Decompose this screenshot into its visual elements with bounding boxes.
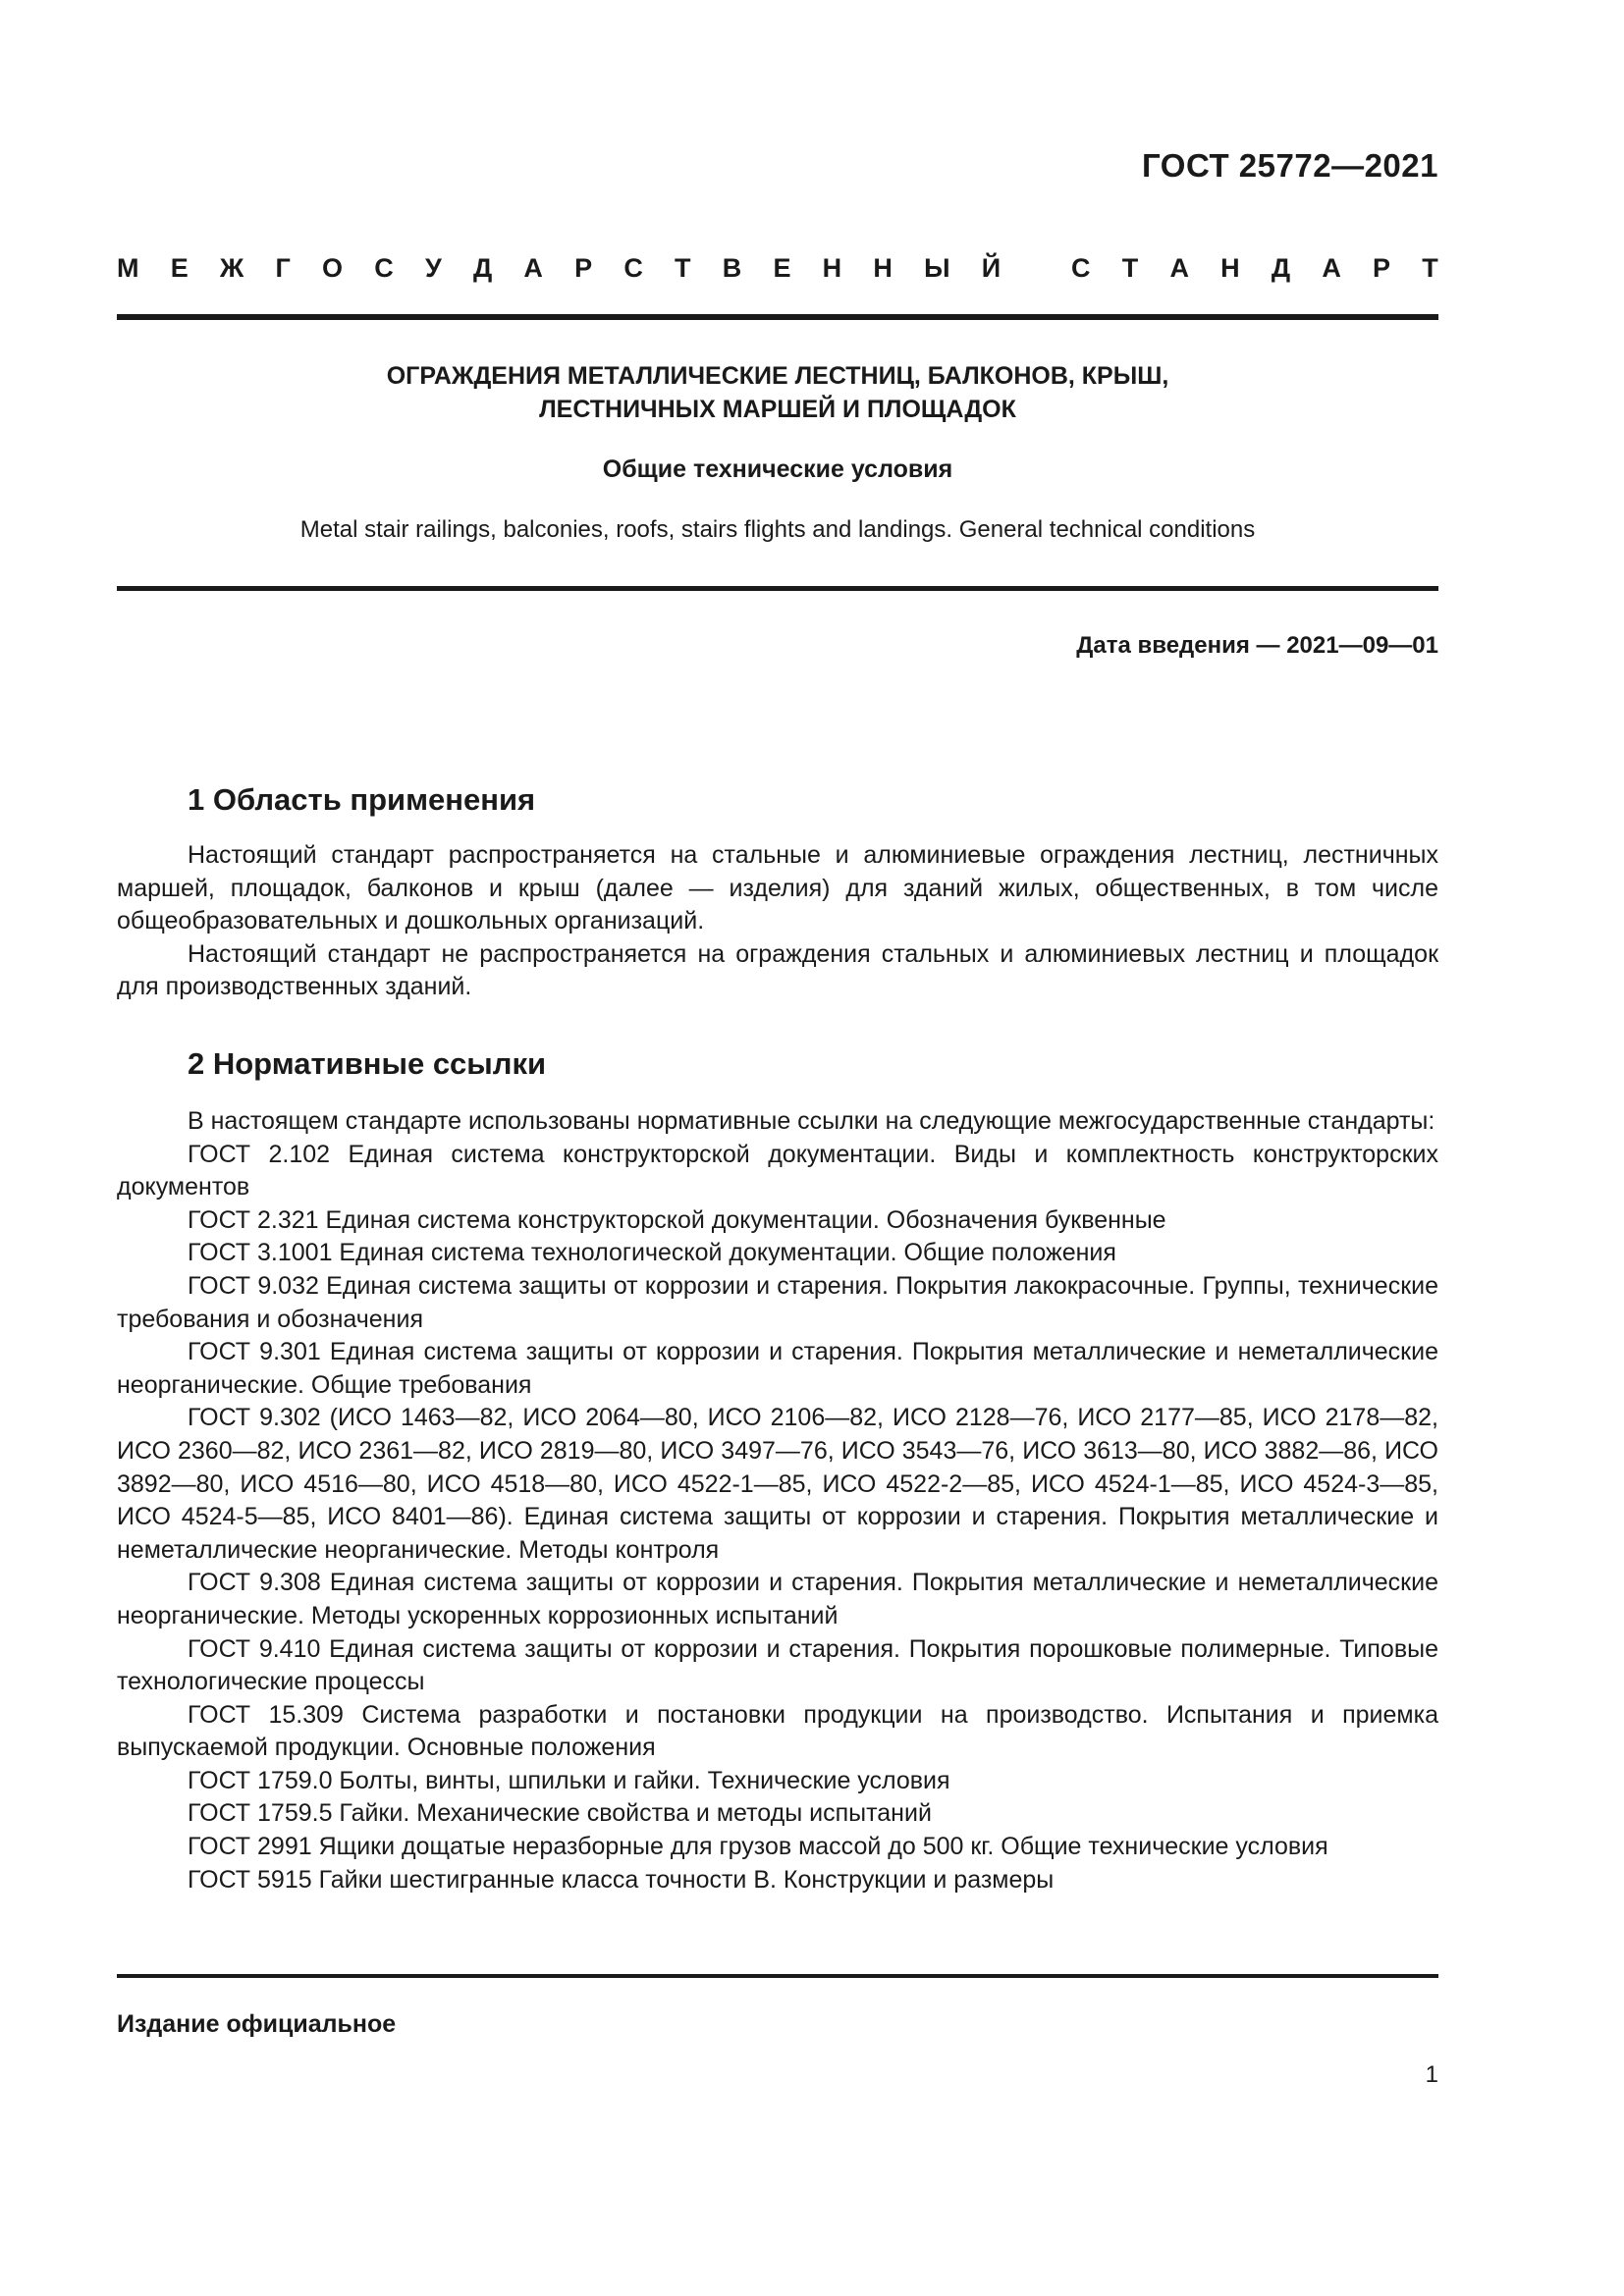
- banner-letter: Р: [574, 253, 593, 283]
- banner-letter: Д: [472, 253, 493, 283]
- reference-item: ГОСТ 3.1001 Единая система технологической документации. Общие положения: [188, 1239, 1116, 1267]
- banner-gap: [1032, 253, 1040, 284]
- banner-letter: Н: [822, 253, 842, 283]
- footer-rule: [117, 1974, 1438, 1978]
- reference-item: ГОСТ 15.309 Система разработки и постановки продукции на производство. Испытания и приемка выпускаемой продукции. Основные положения: [117, 1700, 1438, 1762]
- section-2-heading: 2 Нормативные ссылки: [188, 1046, 547, 1081]
- paragraph: Настоящий стандарт не распространяется на ограждения стальных и алюминиевых лестниц и площадок для производственных зданий.: [117, 939, 1438, 1001]
- banner-letter: А: [1322, 253, 1341, 283]
- banner-letter: Т: [1422, 253, 1438, 283]
- introduction-date: Дата введения — 2021—09—01: [1076, 632, 1438, 659]
- reference-item: ГОСТ 2.321 Единая система конструкторской документации. Обозначения буквенные: [188, 1205, 1166, 1234]
- reference-item: ГОСТ 9.032 Единая система защиты от коррозии и старения. Покрытия лакокрасочные. Группы, технические требования и обозначения: [117, 1271, 1438, 1333]
- title-rule: [117, 586, 1438, 591]
- banner-letter: Е: [170, 253, 189, 283]
- banner-letter: Д: [1271, 253, 1291, 283]
- title-line-1: ОГРАЖДЕНИЯ МЕТАЛЛИЧЕСКИЕ ЛЕСТНИЦ, БАЛКОНОВ, КРЫШ,: [386, 362, 1169, 390]
- document-number: ГОСТ 25772—2021: [1142, 147, 1438, 184]
- banner-letter: М: [117, 253, 139, 283]
- standard-banner: [117, 253, 1438, 284]
- banner-letter: Т: [1121, 253, 1139, 283]
- banner-letter: О: [322, 253, 344, 283]
- section-1-body: [117, 839, 1438, 1004]
- banner-letter: А: [1169, 253, 1189, 283]
- banner-letter: С: [1071, 253, 1091, 283]
- reference-item: ГОСТ 1759.5 Гайки. Механические свойства и методы испытаний: [188, 1799, 932, 1828]
- banner-letter: Ы: [924, 253, 950, 283]
- banner-letter: Т: [675, 253, 691, 283]
- paragraph: Настоящий стандарт распространяется на стальные и алюминиевые ограждения лестниц, лестничных маршей, площадок, балконов и крыш (далее — изделия) для зданий жилых, общественных, в том числе общеобразовательных и дошкольных организаций.: [117, 841, 1438, 935]
- paragraph: В настоящем стандарте использованы нормативные ссылки на следующие межгосударственные стандарты:: [188, 1107, 1435, 1135]
- banner-letter: С: [623, 253, 643, 283]
- page-number: 1: [1425, 2061, 1438, 2088]
- banner-letter: У: [424, 253, 442, 283]
- banner-letter: Е: [773, 253, 791, 283]
- banner-letter: Г: [275, 253, 291, 283]
- reference-item: ГОСТ 2991 Ящики дощатые неразборные для грузов массой до 500 кг. Общие технические условия: [188, 1833, 1328, 1861]
- official-edition-label: Издание официальное: [117, 2010, 397, 2038]
- reference-item: ГОСТ 5915 Гайки шестигранные класса точности В. Конструкции и размеры: [188, 1865, 1055, 1894]
- document-subtitle: Общие технические условия: [602, 455, 953, 483]
- banner-letter: Н: [873, 253, 893, 283]
- banner-letter: Ж: [219, 253, 244, 283]
- title-line-2: ЛЕСТНИЧНЫХ МАРШЕЙ И ПЛОЩАДОК: [539, 396, 1016, 423]
- section-1-heading: 1 Область применения: [188, 782, 536, 817]
- reference-item: ГОСТ 2.102 Единая система конструкторской документации. Виды и комплектность конструкторских документов: [117, 1140, 1438, 1201]
- banner-letter: А: [523, 253, 543, 283]
- reference-item: ГОСТ 9.302 (ИСО 1463—82, ИСО 2064—80, ИСО 2106—82, ИСО 2128—76, ИСО 2177—85, ИСО 2178—82, ИСО 2360—82, ИСО 2361—82, ИСО 2819—80, ИСО 3497—76, ИСО 3543—76, ИСО 3613—80, ИСО 3882—86, ИСО 3892—80, ИСО 4516—80, ИСО 4518—80, ИСО 4522-1—85, ИСО 4522-2—85, ИСО 4524-1—85, ИСО 4524-3—85, ИСО 4524-5—85, ИСО 8401—86). Единая система защиты от коррозии и старения. Покрытия металлические и неметаллические неорганические. Методы контроля: [117, 1404, 1438, 1564]
- reference-item: ГОСТ 9.410 Единая система защиты от коррозии и старения. Покрытия порошковые полимерные. Типовые технологические процессы: [117, 1634, 1438, 1696]
- reference-item: ГОСТ 1759.0 Болты, винты, шпильки и гайки. Технические условия: [188, 1766, 950, 1794]
- header-rule: [117, 314, 1438, 320]
- document-title: [117, 359, 1438, 426]
- reference-item: ГОСТ 9.308 Единая система защиты от коррозии и старения. Покрытия металлические и неметаллические неорганические. Методы ускоренных коррозионных испытаний: [117, 1569, 1438, 1629]
- banner-letter: Р: [1373, 253, 1391, 283]
- english-title: Metal stair railings, balconies, roofs, stairs flights and landings. General technical conditions: [299, 516, 1256, 543]
- reference-item: ГОСТ 9.301 Единая система защиты от коррозии и старения. Покрытия металлические и неметаллические неорганические. Общие требования: [117, 1338, 1438, 1399]
- banner-letter: В: [722, 253, 742, 283]
- banner-letter: Й: [981, 253, 1001, 283]
- banner-letter: С: [374, 253, 394, 283]
- section-2-body: [117, 1105, 1438, 1896]
- banner-letter: Н: [1220, 253, 1240, 283]
